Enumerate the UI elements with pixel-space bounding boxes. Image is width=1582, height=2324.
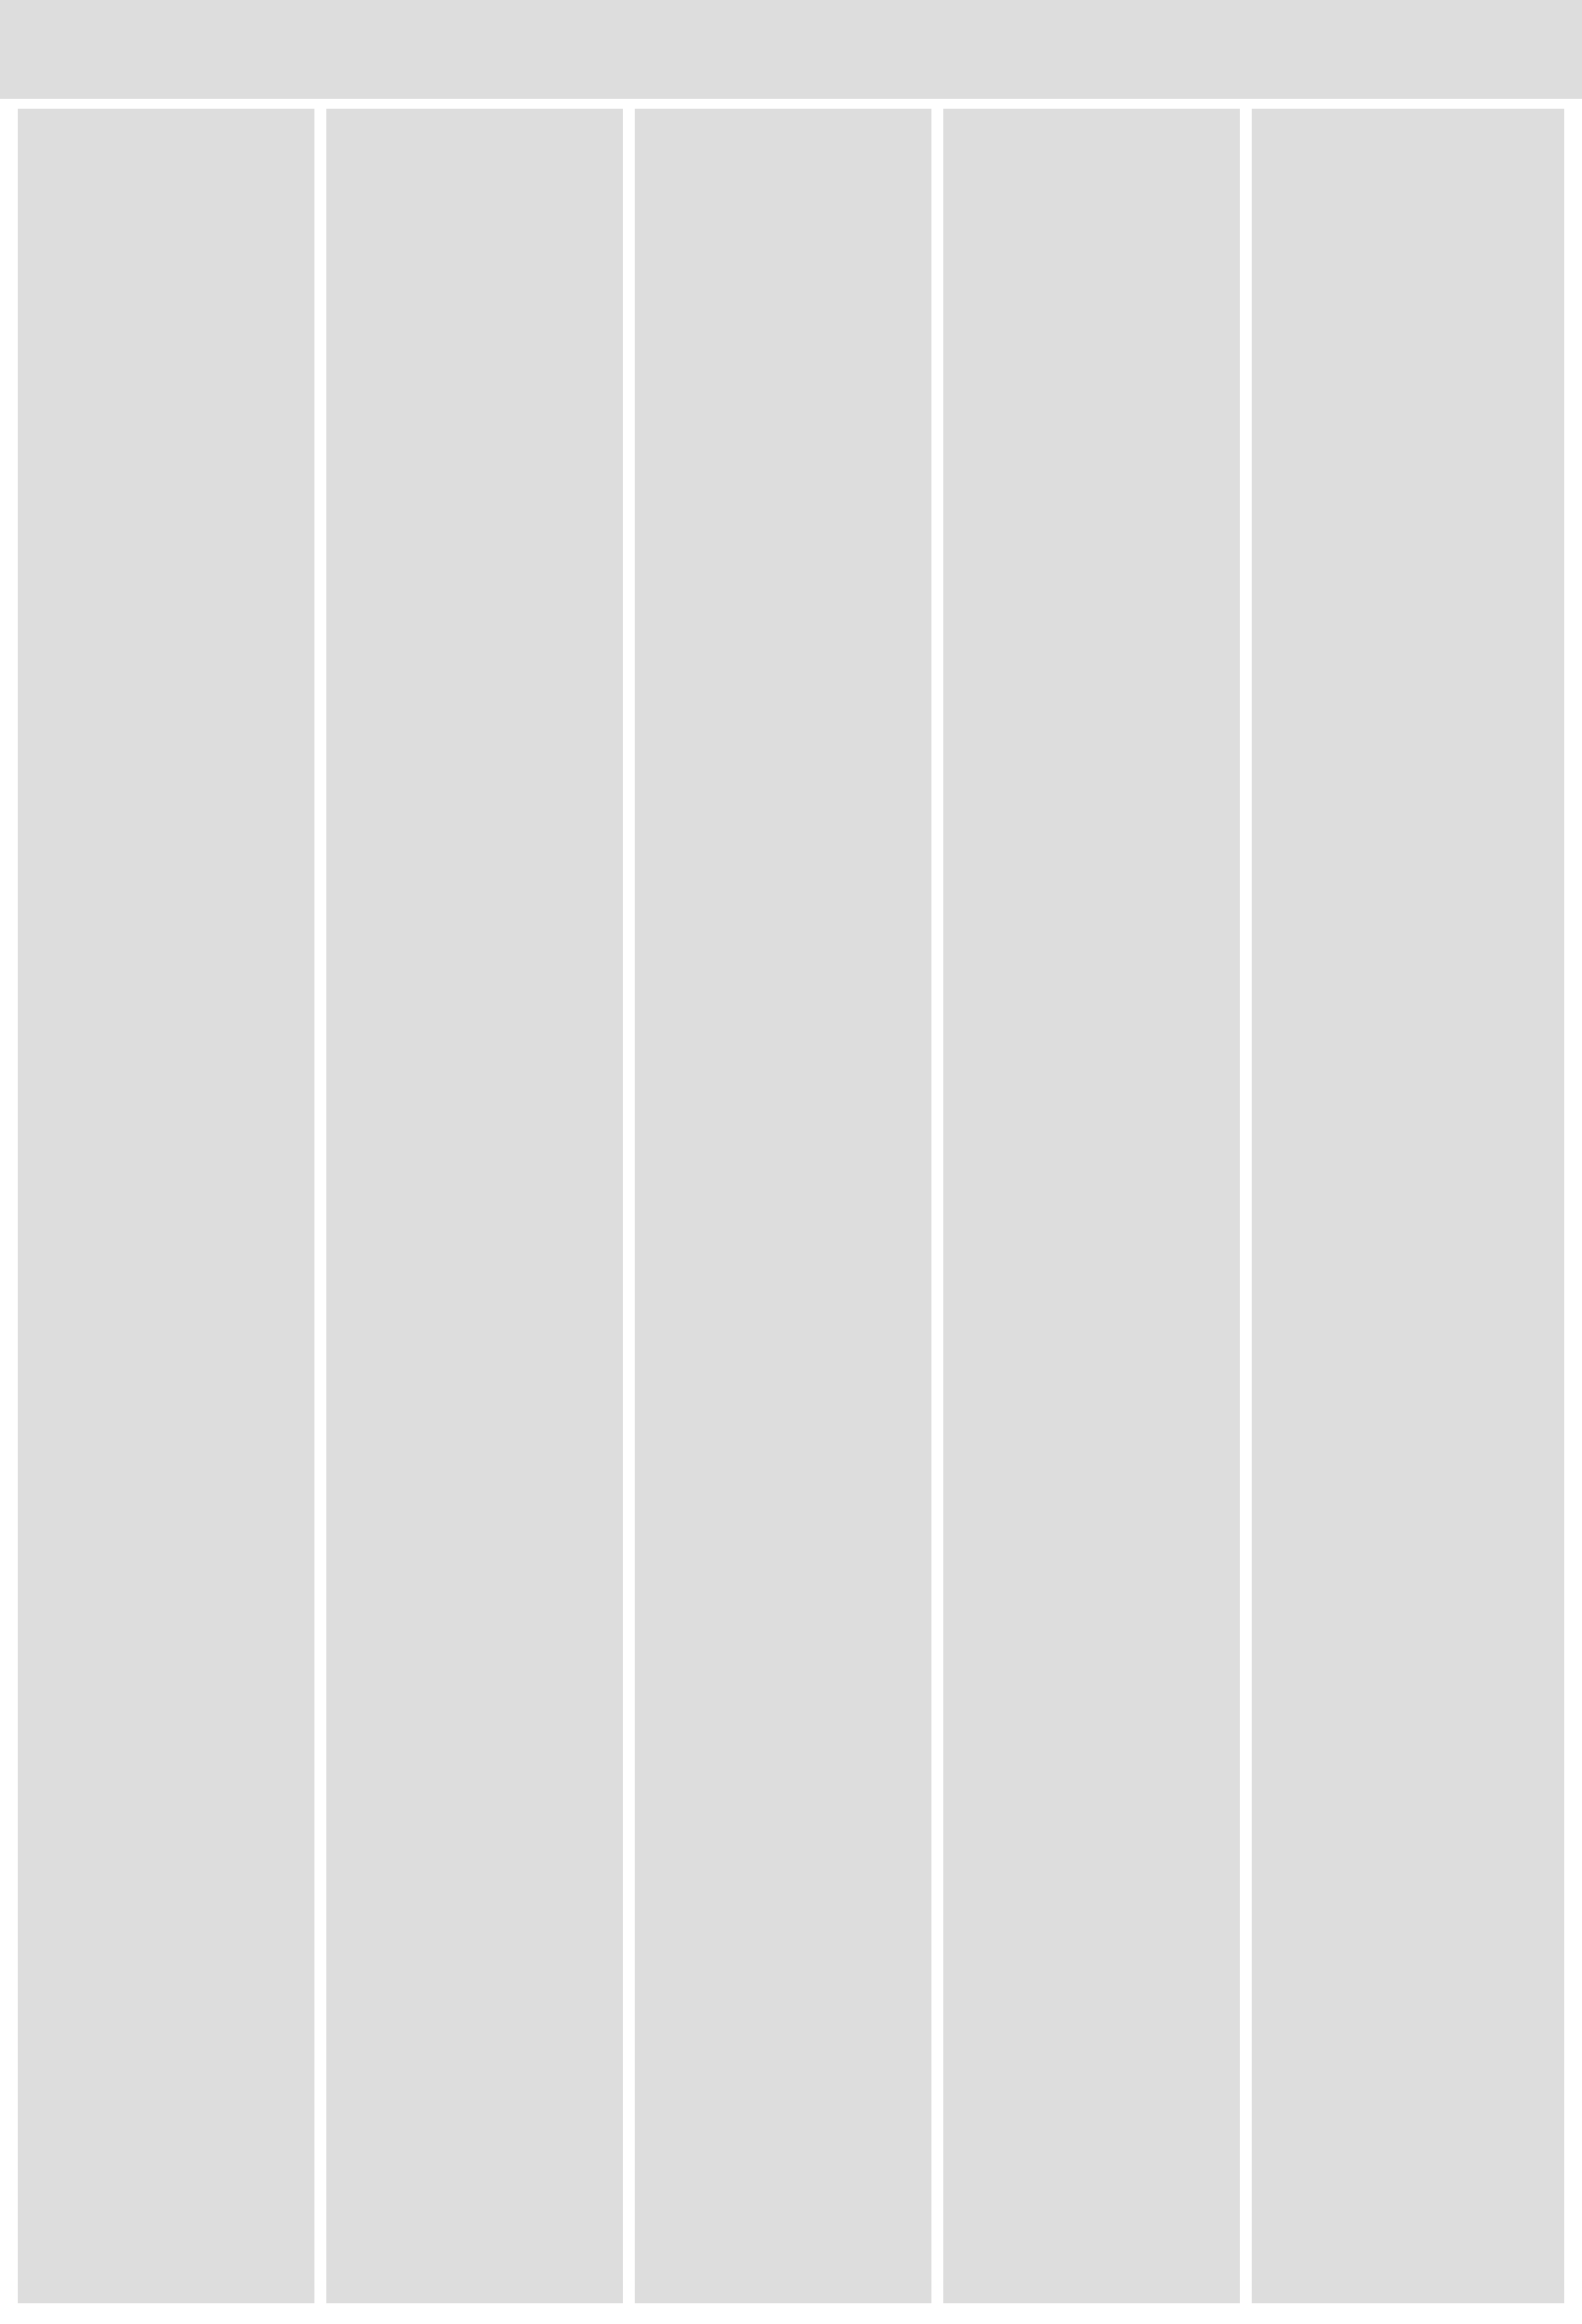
column-2 xyxy=(326,109,623,2303)
column-5 xyxy=(1252,109,1564,2303)
column-4 xyxy=(943,109,1240,2303)
header-band xyxy=(0,0,1582,99)
column-1 xyxy=(18,109,314,2303)
column-3 xyxy=(635,109,931,2303)
